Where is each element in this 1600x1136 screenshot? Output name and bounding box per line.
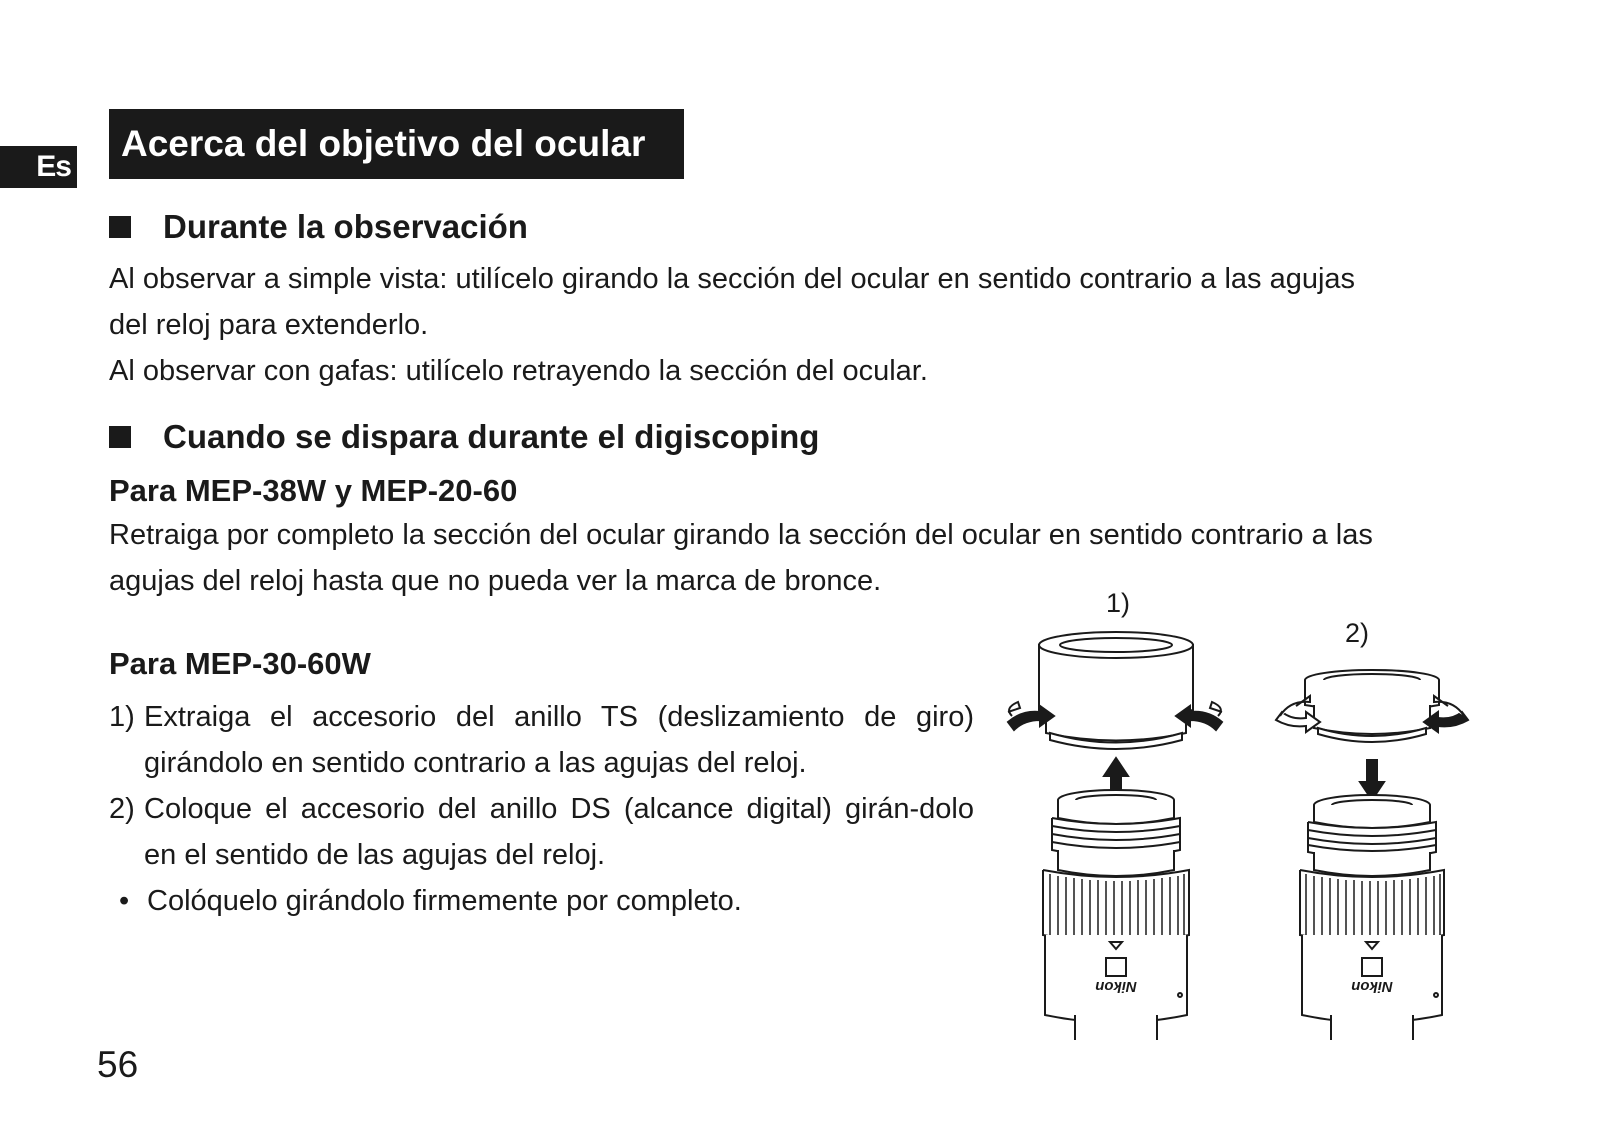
rotate-arrow-icon [1210, 702, 1222, 716]
step-number: 2) [109, 793, 135, 825]
bullet-dot: • [119, 885, 130, 917]
section-heading-text: Cuando se dispara durante el digiscoping [163, 418, 820, 455]
list-item [109, 786, 974, 878]
square-bullet-icon [109, 216, 131, 238]
bullet-text: Colóquelo girándolo firmemente por completo. [147, 885, 742, 917]
page-number: 56 [97, 1044, 139, 1085]
eyepiece-assembly-1 [1008, 632, 1222, 1040]
section-heading-digiscoping [109, 418, 819, 456]
figure-label-1: 1) [1106, 588, 1131, 618]
subheading-mep3060w: Para MEP-30-60W [109, 646, 371, 681]
section-heading-observation [109, 208, 528, 246]
figure-label-2: 2) [1345, 618, 1370, 648]
language-tab: Es [0, 146, 77, 188]
page-title: Acerca del objetivo del ocular [109, 109, 684, 179]
section-heading-text: Durante la observación [163, 208, 528, 245]
eyepiece-assembly-2 [1276, 670, 1468, 1040]
brand-logo: Nikon [1351, 978, 1393, 995]
paragraph-observation [109, 256, 1355, 394]
text-line: Al observar a simple vista: utilícelo girando la sección del ocular en sentido contrario a las agujas [109, 263, 1356, 295]
text-line: agujas del reloj hasta que no pueda ver la marca de bronce. [109, 565, 882, 597]
text-line: Retraiga por completo la sección del ocular girando la sección del ocular en sentido contrario a las [109, 519, 1373, 551]
step-text: Coloque el accesorio del anillo DS (alcance digital) girán-dolo en el sentido de las agujas del reloj. [144, 793, 974, 871]
text-line: Al observar con gafas: utilícelo retrayendo la sección del ocular. [109, 355, 928, 387]
bullet-item [109, 878, 974, 924]
subheading-mep38w: Para MEP-38W y MEP-20-60 [109, 473, 518, 508]
steps-list [109, 694, 974, 924]
rotate-arrow-icon [1008, 702, 1020, 716]
list-item [109, 694, 974, 786]
text-line: del reloj para extenderlo. [109, 309, 429, 341]
step-text: Extraiga el accesorio del anillo TS (deslizamiento de giro) girándolo en sentido contrario a las agujas del reloj. [144, 701, 974, 779]
brand-logo: Nikon [1095, 978, 1137, 995]
step-number: 1) [109, 701, 135, 733]
eyepiece-illustration [975, 590, 1475, 1040]
square-bullet-icon [109, 426, 131, 448]
